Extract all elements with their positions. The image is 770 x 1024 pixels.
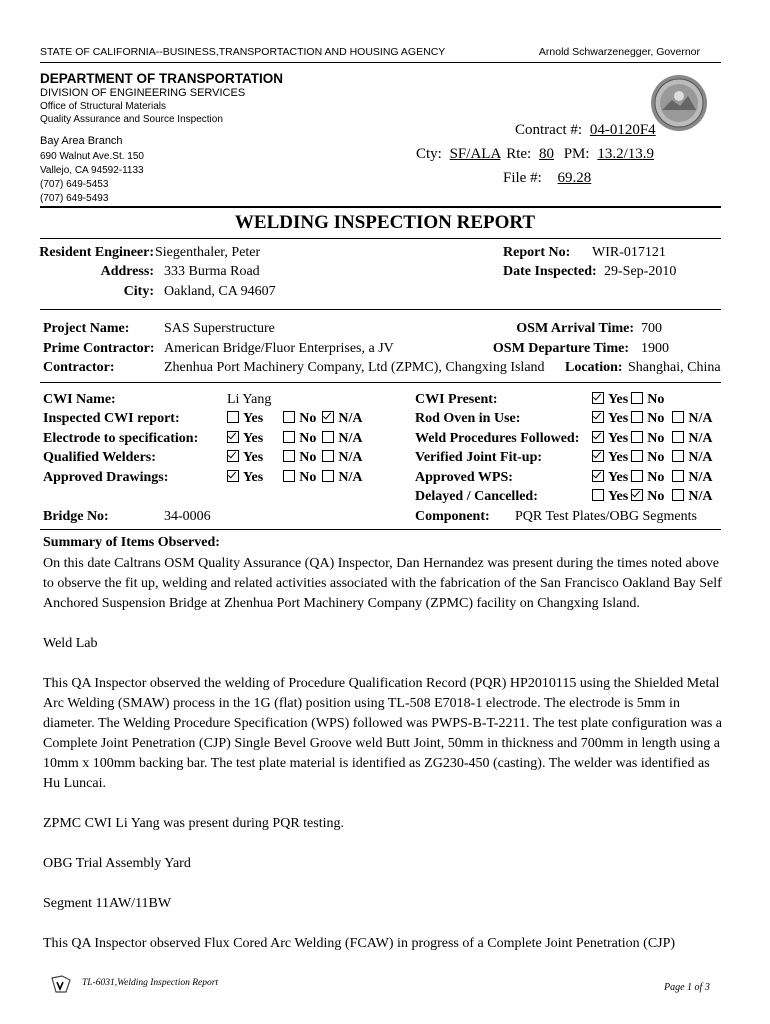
title-rule-bottom <box>40 238 721 239</box>
checkbox-yes[interactable] <box>592 450 604 462</box>
check-row-label: Approved Drawings: <box>43 469 169 485</box>
checkbox-no[interactable] <box>631 431 643 443</box>
file-row <box>503 170 591 187</box>
yes-text: Yes <box>608 411 629 426</box>
section-rule-3 <box>40 529 721 530</box>
city-value: Oakland, CA 94607 <box>164 284 276 299</box>
checkbox-na[interactable] <box>672 489 684 501</box>
cwi-present-options <box>592 392 664 408</box>
contractor-value: Zhenhua Port Machinery Company, Ltd (ZPMC), Changxing Island <box>164 360 545 375</box>
check-row-label: Verified Joint Fit-up: <box>415 450 543 465</box>
bridge-no-value: 34-0006 <box>164 509 211 524</box>
yes-text: Yes <box>608 489 629 504</box>
file-label: File #: <box>503 170 542 186</box>
cwi-name-label: CWI Name: <box>43 392 116 407</box>
no-text: No <box>299 411 317 426</box>
report-title: WELDING INSPECTION REPORT <box>234 212 536 233</box>
project-name-label: Project Name: <box>43 321 130 336</box>
summary-heading: Summary of Items Observed: <box>43 535 220 550</box>
checkbox-yes[interactable] <box>227 470 239 482</box>
report-no-value: WIR-017121 <box>592 245 666 260</box>
contract-value: 04-0120F4 <box>589 122 656 138</box>
na-text: N/A <box>338 469 363 485</box>
summary-body <box>43 554 723 954</box>
osm-arrival-label: OSM Arrival Time: <box>516 321 634 336</box>
page-label: Page <box>664 982 685 993</box>
checkbox-no[interactable] <box>631 450 643 462</box>
contract-row <box>515 122 656 139</box>
check-row-options <box>227 411 362 427</box>
no-text: No <box>299 469 317 485</box>
cwi-present-label: CWI Present: <box>415 392 498 407</box>
check-row-label: Delayed / Cancelled: <box>415 489 538 504</box>
form-number: TL-6031,Welding Inspection Report <box>82 978 219 988</box>
check-row-options <box>592 470 712 486</box>
check-row-options <box>592 450 712 466</box>
checkbox-yes[interactable] <box>592 431 604 443</box>
cwi-present-yes-checkbox[interactable] <box>592 392 604 404</box>
check-row-label: Approved WPS: <box>415 469 513 485</box>
cwi-name-value: Li Yang <box>227 392 272 407</box>
check-row-options <box>227 470 362 486</box>
checkbox-yes[interactable] <box>227 411 239 423</box>
resident-engineer-value: Siegenthaler, Peter <box>155 245 261 260</box>
yes-text: Yes <box>608 430 629 446</box>
bridge-no-label: Bridge No: <box>43 509 109 524</box>
department-name: DEPARTMENT OF TRANSPORTATION <box>40 71 283 86</box>
checkbox-yes[interactable] <box>592 489 604 501</box>
checkbox-no[interactable] <box>283 411 295 423</box>
no-text: No <box>299 450 317 465</box>
checkbox-na[interactable] <box>322 470 334 482</box>
file-value: 69.28 <box>557 170 592 186</box>
no-text: No <box>647 411 665 426</box>
checkbox-no[interactable] <box>283 431 295 443</box>
check-row-options <box>227 450 362 466</box>
pm-label: PM: <box>563 146 590 162</box>
yes-text: Yes <box>243 469 264 485</box>
checkbox-no[interactable] <box>283 470 295 482</box>
caltrans-logo-icon <box>48 972 74 996</box>
yes-text: Yes <box>608 392 629 407</box>
state-seal-icon <box>650 74 708 132</box>
checkbox-na[interactable] <box>322 450 334 462</box>
check-row-label: Electrode to specification: <box>43 430 199 446</box>
agency-line: STATE OF CALIFORNIA--BUSINESS,TRANSPORTACTION AND HOUSING AGENCY <box>40 46 446 58</box>
branch-address-2: Vallejo, CA 94592-1133 <box>40 165 144 176</box>
report-no-label: Report No: <box>503 245 571 260</box>
check-row-options <box>227 431 362 447</box>
checkbox-na[interactable] <box>672 470 684 482</box>
no-text: No <box>647 450 665 465</box>
cty-row <box>416 146 693 163</box>
cty-label: Cty: <box>416 146 442 162</box>
checkbox-na[interactable] <box>672 431 684 443</box>
no-text: No <box>647 392 665 407</box>
summary-paragraph: This QA Inspector observed the welding of Procedure Qualification Record (PQR) HP2010115 using the Shielded Metal Arc Welding (SMAW) process in the 1G (flat) position using TL-508 E7018-1 electrode. The electrode is 5mm in diameter. The Welding Procedure Specification (WPS) followed was PWPS-B-T-2211. The test plate configuration was a Complete Joint Penetration (CJP) Single Bevel Groove weld Butt Joint, 50mm in thickness and 700mm in length using a 10mm x 100mm backing bar. The test plate material is identified as ZG230-450 (casting). The welder was identified as Hu Luncai. <box>43 676 723 791</box>
no-text: No <box>647 469 665 485</box>
page-number <box>664 982 710 993</box>
header-rule <box>40 62 721 63</box>
project-name-value: SAS Superstructure <box>164 321 275 336</box>
check-row-label: Qualified Welders: <box>43 450 156 465</box>
na-text: N/A <box>688 489 713 504</box>
section-rule-2 <box>40 382 721 383</box>
governor-line: Arnold Schwarzenegger, Governor <box>538 46 700 58</box>
date-inspected-value: 29-Sep-2010 <box>604 264 677 279</box>
summary-paragraph: OBG Trial Assembly Yard <box>43 856 191 871</box>
checkbox-yes[interactable] <box>227 431 239 443</box>
date-inspected-label: Date Inspected: <box>503 264 597 279</box>
page-current: 1 <box>687 982 693 993</box>
yes-text: Yes <box>608 450 629 465</box>
summary-paragraph: This QA Inspector observed Flux Cored Arc Welding (FCAW) in progress of a Complete Joint Penetration (CJP) <box>43 936 676 951</box>
branch-name: Bay Area Branch <box>40 135 123 147</box>
checkbox-yes[interactable] <box>592 411 604 423</box>
summary-paragraph: On this date Caltrans OSM Quality Assurance (QA) Inspector, Dan Hernandez was present during the times noted above to observe the fit up, welding and related activities associated with the fabrication of the San Francisco Oakland Bay Self Anchored Suspension Bridge at Zhenhua Port Machinery Company (ZPMC) facility on Changxing Island. <box>43 556 722 611</box>
na-text: N/A <box>338 430 363 446</box>
page-total: 3 <box>704 982 710 993</box>
contract-label: Contract #: <box>515 122 583 138</box>
no-text: No <box>647 489 665 504</box>
office-name: Office of Structural Materials <box>40 101 166 112</box>
branch-address-1: 690 Walnut Ave.St. 150 <box>40 151 144 162</box>
summary-paragraph: ZPMC CWI Li Yang was present during PQR testing. <box>43 816 344 831</box>
rte-label: Rte: <box>506 146 532 162</box>
check-row-options <box>592 411 712 427</box>
check-row-label: Rod Oven in Use: <box>415 411 521 426</box>
prime-contractor-label: Prime Contractor: <box>43 341 155 356</box>
rte-value: 80 <box>538 146 554 162</box>
address-value: 333 Burma Road <box>164 264 260 279</box>
yes-text: Yes <box>243 450 264 465</box>
checkbox-no[interactable] <box>631 489 643 501</box>
checkbox-no[interactable] <box>631 411 643 423</box>
component-label: Component: <box>415 509 490 524</box>
na-text: N/A <box>688 469 713 485</box>
cwi-present-no-checkbox[interactable] <box>631 392 643 404</box>
pm-value: 13.2/13.9 <box>597 146 654 162</box>
component-value: PQR Test Plates/OBG Segments <box>515 509 697 524</box>
osm-departure-value: 1900 <box>641 341 669 356</box>
checkbox-na[interactable] <box>322 431 334 443</box>
summary-paragraph: Weld Lab <box>43 636 98 651</box>
yes-text: Yes <box>243 430 264 446</box>
checkbox-no[interactable] <box>283 450 295 462</box>
division-name: DIVISION OF ENGINEERING SERVICES <box>40 87 246 99</box>
summary-paragraph: Segment 11AW/11BW <box>43 896 172 911</box>
na-text: N/A <box>338 450 363 465</box>
qa-name: Quality Assurance and Source Inspection <box>40 114 223 125</box>
na-text: N/A <box>338 411 363 426</box>
branch-phone-2: (707) 649-5493 <box>40 193 109 204</box>
checkbox-na[interactable] <box>322 411 334 423</box>
osm-arrival-value: 700 <box>641 321 662 336</box>
no-text: No <box>299 430 317 446</box>
check-row-label: Weld Procedures Followed: <box>415 430 580 446</box>
na-text: N/A <box>688 430 713 446</box>
checkbox-yes[interactable] <box>227 450 239 462</box>
address-label: Address: <box>100 264 154 279</box>
prime-contractor-value: American Bridge/Fluor Enterprises, a JV <box>164 341 394 356</box>
cty-value: SF/ALA <box>449 146 501 162</box>
checkbox-yes[interactable] <box>592 470 604 482</box>
osm-departure-label: OSM Departure Time: <box>492 341 629 356</box>
contractor-label: Contractor: <box>43 360 115 375</box>
check-row-options <box>592 431 712 447</box>
na-text: N/A <box>688 411 713 426</box>
section-rule-1 <box>40 309 721 310</box>
yes-text: Yes <box>243 411 264 426</box>
page-of-label: of <box>694 982 703 993</box>
na-text: N/A <box>688 450 713 465</box>
check-row-label: Inspected CWI report: <box>43 411 180 426</box>
title-rule-top <box>40 206 721 208</box>
resident-engineer-label: Resident Engineer: <box>39 245 154 260</box>
location-value: Shanghai, China <box>628 360 721 375</box>
checkbox-na[interactable] <box>672 411 684 423</box>
location-label: Location: <box>565 360 623 375</box>
yes-text: Yes <box>608 469 629 485</box>
branch-phone-1: (707) 649-5453 <box>40 179 109 190</box>
check-row-options <box>592 489 712 505</box>
checkbox-na[interactable] <box>672 450 684 462</box>
city-label: City: <box>123 284 154 299</box>
no-text: No <box>647 430 665 446</box>
checkbox-no[interactable] <box>631 470 643 482</box>
